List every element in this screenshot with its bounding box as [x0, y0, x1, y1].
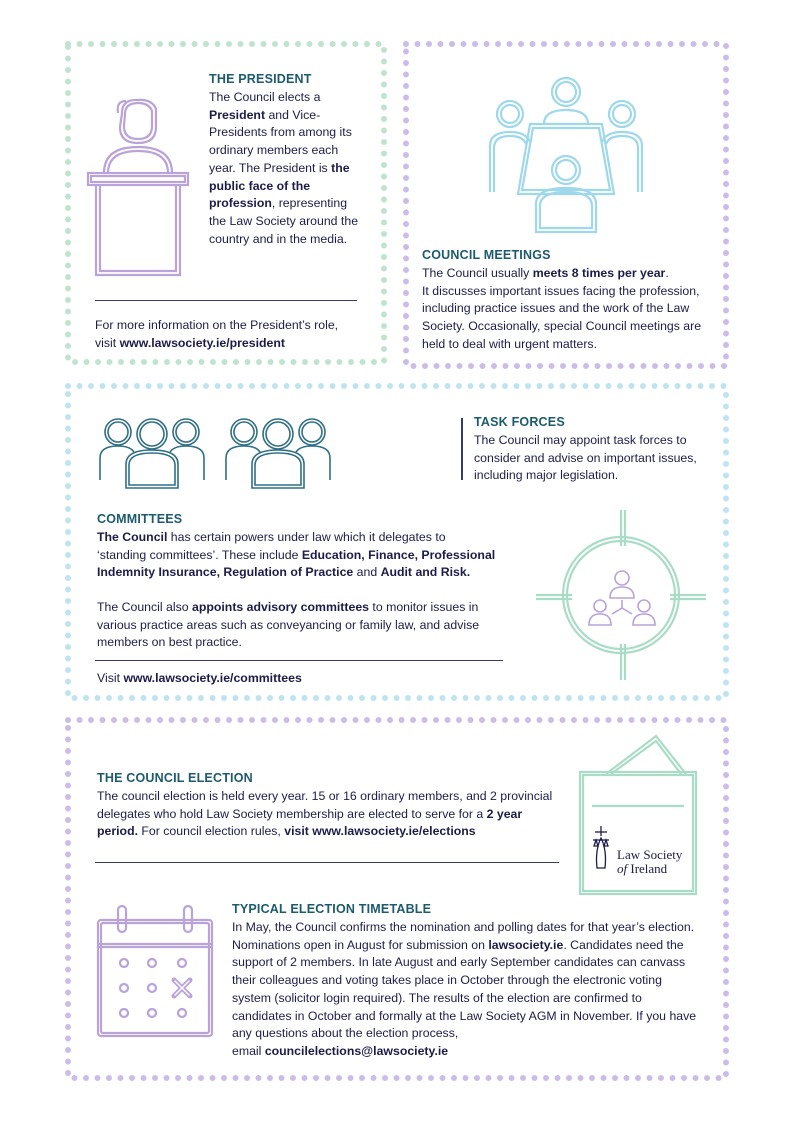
committees-text-2: and: [353, 565, 381, 580]
election-divider: [95, 862, 559, 863]
election-heading: THE COUNCIL ELECTION: [97, 771, 253, 785]
committees-link[interactable]: www.lawsociety.ie/committees: [123, 671, 302, 685]
committees-bold-1: The Council: [97, 530, 168, 544]
person-group-right: [226, 419, 330, 488]
president-more-prefix: visit: [95, 335, 120, 350]
president-bold-1: President: [209, 107, 266, 122]
committees-bold-3: Audit and Risk.: [380, 565, 471, 580]
committees-para-1: [97, 529, 497, 582]
timetable-email-prefix: email: [232, 1043, 265, 1058]
timetable-text-1: In May, the Council confirms the nomination and polling dates for that year’s election. Nominations open in August for submission on: [232, 920, 695, 952]
president-link[interactable]: www.lawsociety.ie/president: [119, 335, 285, 350]
meetings-text: [422, 265, 712, 354]
election-text-2: For council election rules,: [138, 824, 285, 839]
committees-visit-prefix: Visit: [97, 671, 124, 685]
meetings-text-3: It discusses important issues facing the profession, including practice issues and the work of the Law Society. Occasionally, special Council meetings are held to deal with urgent matters.: [422, 283, 702, 351]
logo-line-2-of: of: [617, 861, 628, 876]
election-text: [97, 788, 559, 841]
meetings-text-2: .: [665, 266, 669, 280]
election-bold-1: 2 year period.: [97, 806, 523, 839]
timetable-bold-1: lawsociety.ie: [488, 937, 564, 952]
group-people-icon: [96, 412, 348, 492]
task-forces-bar: [461, 418, 463, 480]
logo-line-1: Law Society: [617, 847, 683, 862]
president-bold-2: the public face of the profession: [209, 160, 350, 211]
meetings-heading: COUNCIL MEETINGS: [422, 248, 551, 262]
committees-bold-4: appoints advisory committees: [192, 600, 370, 614]
podium-speaker-icon: [86, 95, 191, 280]
committees-para-2: [97, 599, 497, 652]
president-text-3: , representing the Law Society around the country and in the media.: [209, 196, 359, 246]
committees-text-4: to monitor issues in various practice areas such as conveyancing or family law, and advise members on best practice.: [97, 600, 480, 650]
president-divider: [95, 300, 357, 301]
committees-visit: [97, 670, 497, 688]
timetable-text-2: . Candidates need the support of 2 members. In late August and early September candidates can canvass their colleagues and voting takes place in October through the electronic voting system (solicitor login required). The results of the election are confirmed to candidates in October and formally at the Law Society AGM in November. If you have any questions about the election process,: [232, 937, 697, 1041]
task-forces-text: The Council may appoint task forces to consider and advise on important issues, including major legislation.: [474, 433, 697, 483]
timetable-heading: TYPICAL ELECTION TIMETABLE: [232, 902, 432, 916]
meetings-bold-1: meets 8 times per year: [532, 266, 666, 280]
election-text-1: The council election is held every year. 15 or 16 ordinary members, and 2 provincial delegates who hold Law Society membership are elected to serve for a: [97, 789, 553, 821]
timetable-email-link[interactable]: councilelections@lawsociety.ie: [264, 1043, 449, 1058]
meetings-text-1: The Council usually: [422, 266, 533, 280]
committees-heading: COMMITTEES: [97, 512, 183, 526]
calendar-icon: [96, 904, 216, 1040]
president-heading: THE PRESIDENT: [209, 72, 312, 86]
task-forces-heading: TASK FORCES: [474, 415, 565, 429]
law-society-logo: [591, 820, 691, 876]
committees-divider: [95, 660, 503, 661]
president-text-2: and Vice-Presidents from among its ordinary members each year. The President is: [209, 107, 352, 175]
harp-icon: [591, 824, 613, 872]
target-network-icon: [536, 510, 706, 680]
meeting-table-icon: [486, 72, 646, 237]
election-link[interactable]: visit www.lawsociety.ie/elections: [284, 824, 476, 839]
president-more-info: [95, 317, 375, 352]
person-group-left: [100, 419, 204, 488]
committees-text-1: has certain powers under law which it delegates to ‘standing committees’. These include: [97, 530, 446, 562]
committees-text-3: The Council also: [97, 600, 193, 614]
president-text-1: The Council elects a: [209, 90, 321, 104]
logo-line-2-ireland: Ireland: [627, 861, 668, 876]
president-text: [209, 89, 359, 248]
timetable-text: [232, 919, 698, 1061]
committees-bold-2: Education, Finance, Professional Indemnity Insurance, Regulation of Practice: [97, 547, 496, 580]
president-more-text: For more information on the President’s role,: [95, 318, 339, 332]
logo-line-2: [617, 861, 667, 877]
